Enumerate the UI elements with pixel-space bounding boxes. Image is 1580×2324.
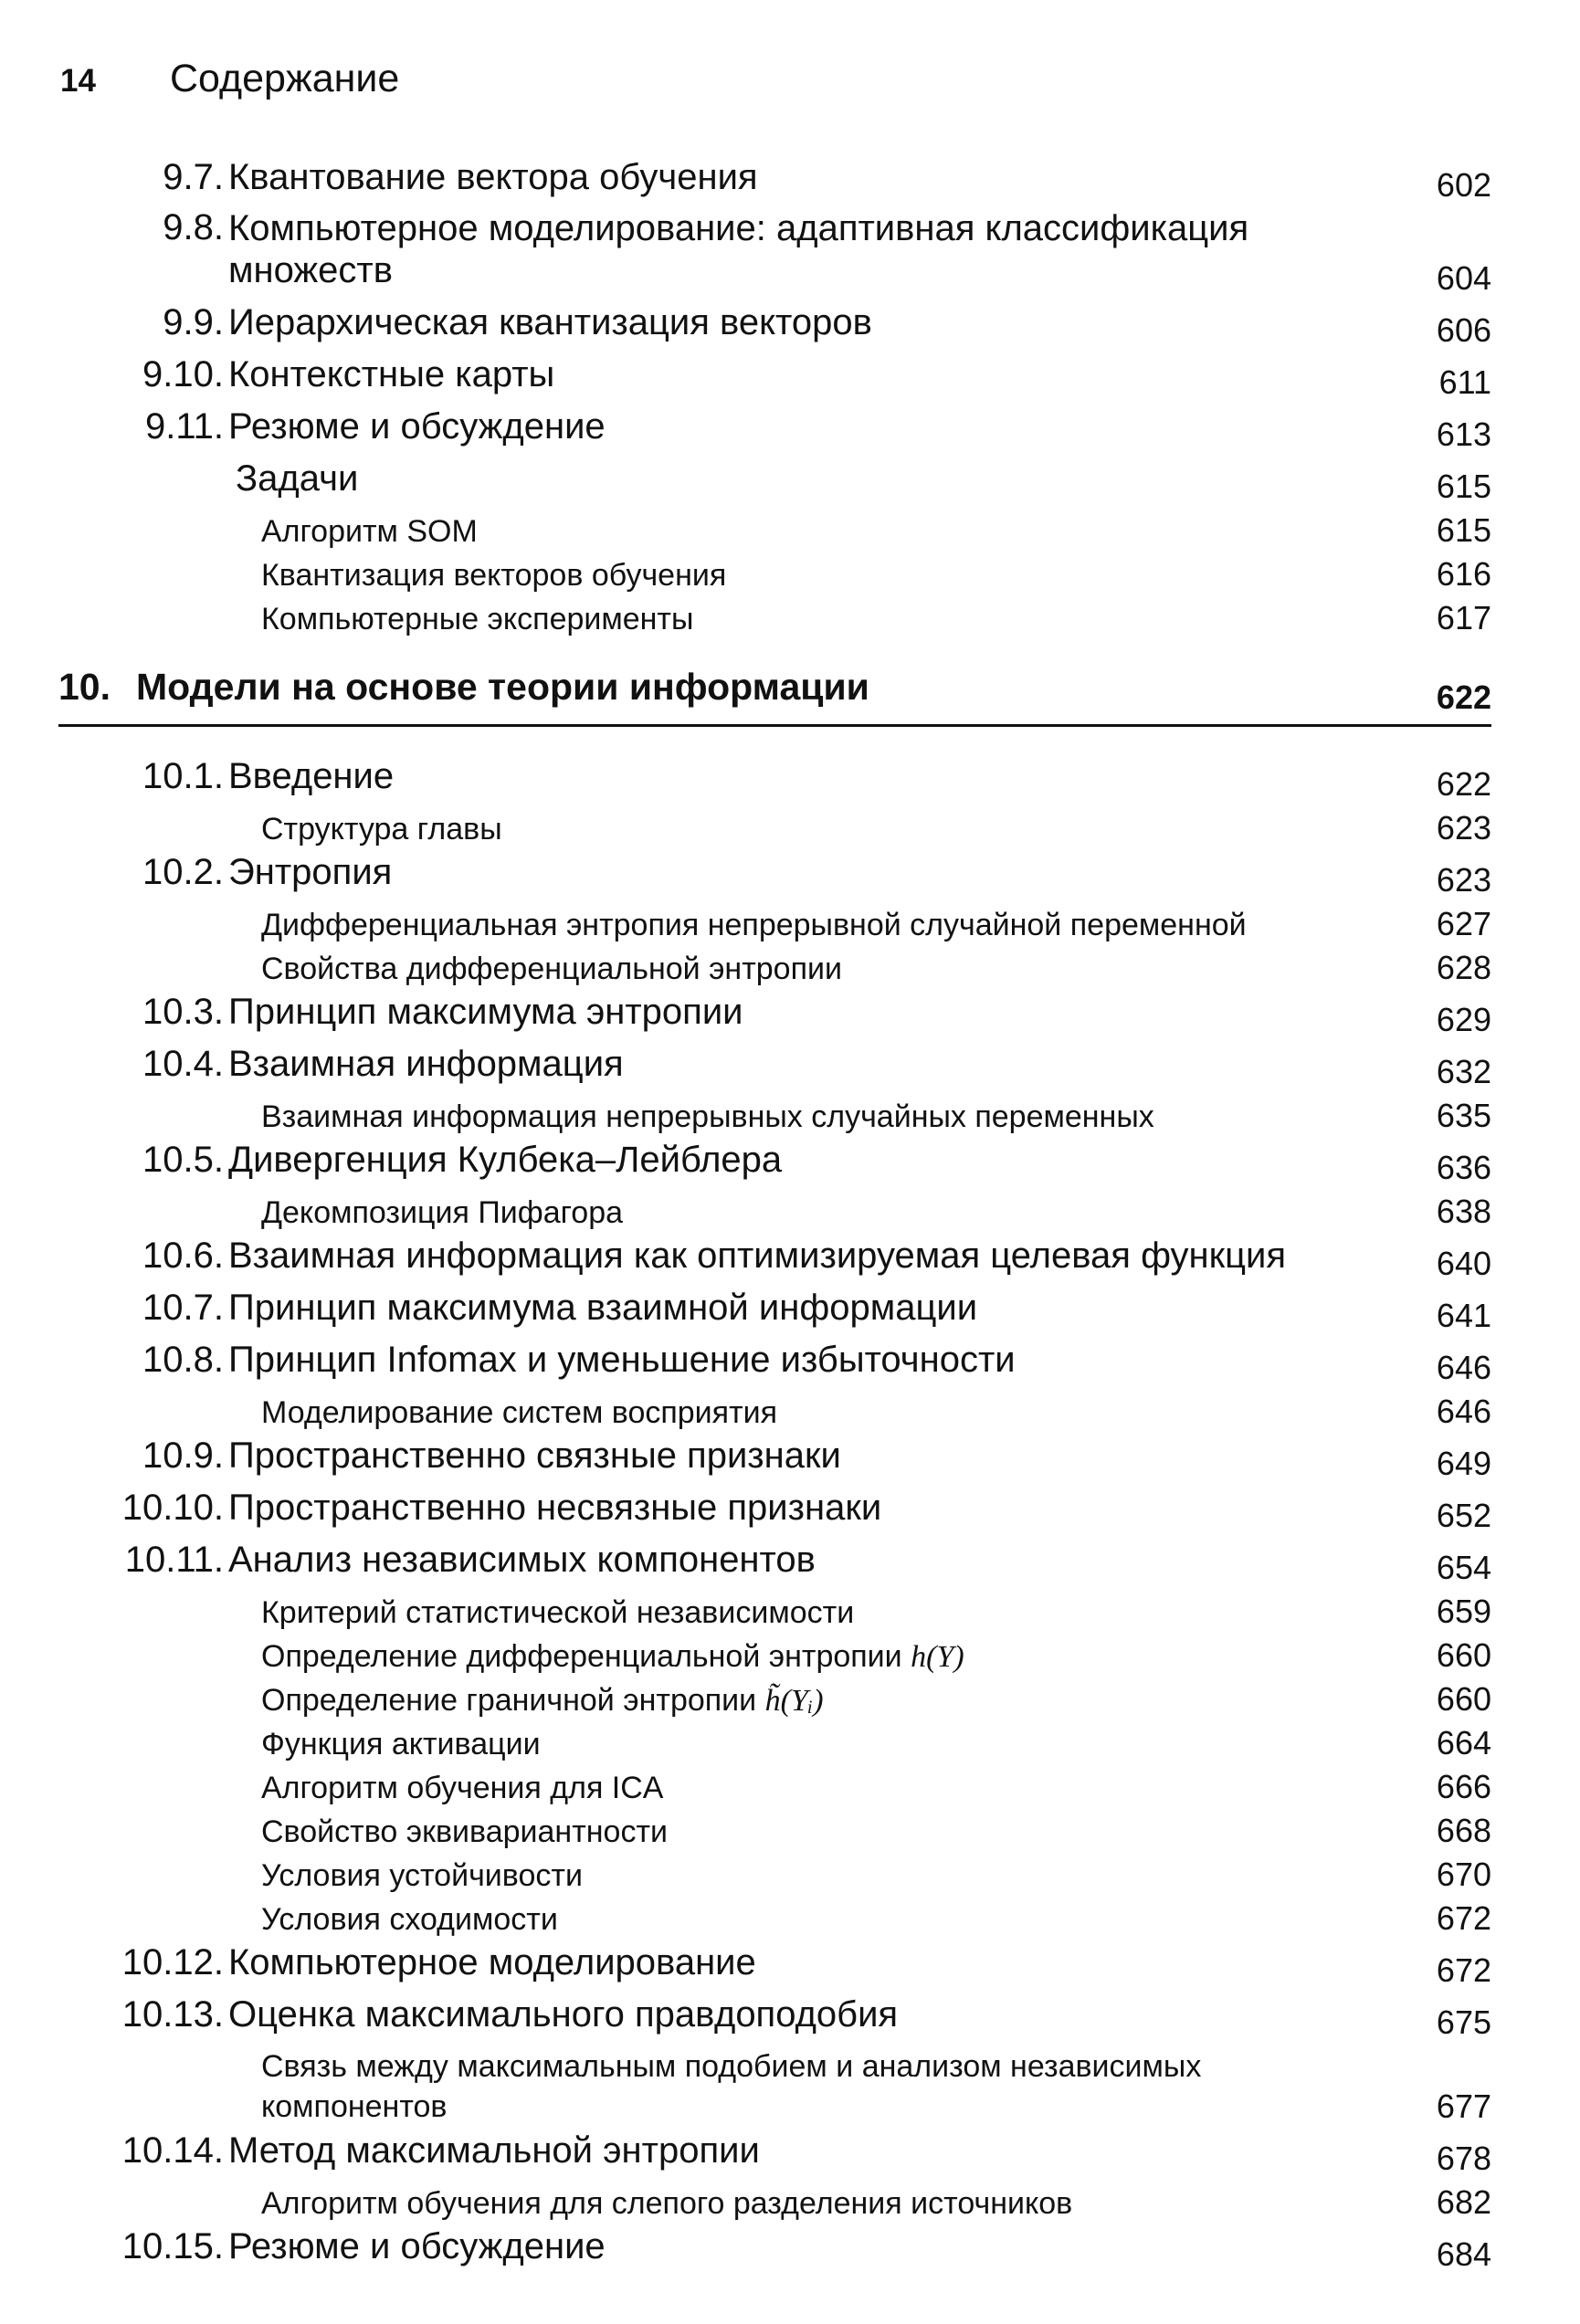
toc-entry-title-text: Введение xyxy=(228,756,395,796)
toc-entry-title xyxy=(261,812,502,847)
toc-entry xyxy=(0,1434,1580,1486)
toc-entry-title xyxy=(261,1195,623,1231)
toc-entry-page: 660 xyxy=(1436,1636,1491,1674)
toc-entry-title-text: Свойство эквивариантности xyxy=(261,1814,669,1849)
toc-entry-title-text: Алгоритм SOM xyxy=(261,514,478,549)
toc-entry-title xyxy=(261,1727,541,1762)
toc-entry-page: 654 xyxy=(1436,1549,1491,1586)
toc-subsection xyxy=(0,1390,1580,1434)
toc-subsection xyxy=(0,1765,1580,1809)
toc-subsection xyxy=(0,1809,1580,1853)
toc-entry-title xyxy=(261,602,693,637)
toc-entry-page: 684 xyxy=(1436,2235,1491,2273)
toc-entry-title xyxy=(228,1044,624,1085)
toc-entry-page: 632 xyxy=(1436,1053,1491,1090)
page-number: 14 xyxy=(60,63,96,99)
toc-entry-page: 602 xyxy=(1436,166,1491,204)
toc-entry-title-text: Задачи xyxy=(236,458,359,499)
toc-entry-title-text: Определение граничной энтропии xyxy=(261,1683,765,1718)
toc-entry-title-text: Оценка максимального правдоподобия xyxy=(228,1994,899,2035)
toc-entry-page: 640 xyxy=(1436,1245,1491,1282)
toc-subsection xyxy=(0,806,1580,850)
toc-entry-title-text: Условия устойчивости xyxy=(261,1858,583,1893)
toc-entry-page: 615 xyxy=(1436,511,1491,549)
toc-entry-title-text: Структура главы xyxy=(261,812,502,847)
toc-subsection xyxy=(0,1190,1580,1234)
toc-entry-title xyxy=(228,756,394,797)
toc-entry-number: 10.3. xyxy=(142,992,224,1032)
toc-entry xyxy=(0,2129,1580,2181)
toc-entry xyxy=(0,1486,1580,1538)
toc-entry-page: 678 xyxy=(1436,2140,1491,2177)
toc-entry-page: 672 xyxy=(1436,1899,1491,1937)
toc-entry-title xyxy=(228,1488,881,1529)
toc-entry-page: 611 xyxy=(1438,363,1491,401)
toc-entry xyxy=(0,352,1580,405)
toc-entry-number: 9.9. xyxy=(163,302,224,342)
toc-entry-number: 10. xyxy=(58,666,111,708)
toc-entry-title xyxy=(261,1395,777,1431)
toc-entry-number: 10.13. xyxy=(121,1994,224,2035)
toc-entry-number: 10.15. xyxy=(121,2226,224,2266)
toc-entry-page: 604 xyxy=(1436,259,1491,297)
toc-entry-title xyxy=(261,1683,824,1719)
toc-entry-number: 10.7. xyxy=(142,1288,224,1328)
toc-entry-title-text: Определение дифференциальной энтропии xyxy=(261,1639,911,1674)
toc-entry xyxy=(0,1138,1580,1190)
toc-entry-title-text: Принцип максимума энтропии xyxy=(228,992,743,1032)
toc-entry-page: 646 xyxy=(1436,1393,1491,1430)
toc-entry-page: 628 xyxy=(1436,949,1491,986)
toc-entry-title-text: Контекстные карты xyxy=(228,354,555,394)
toc-entry xyxy=(0,457,1580,509)
toc-entry-title xyxy=(261,952,842,987)
toc-entry-title xyxy=(228,852,392,893)
toc-subsection xyxy=(0,552,1580,596)
toc-entry-title-text: Квантизация векторов обучения xyxy=(261,558,727,593)
toc-entry-page: 672 xyxy=(1436,1951,1491,1989)
toc-entry-page: 652 xyxy=(1436,1497,1491,1534)
toc-subsection xyxy=(0,596,1580,640)
toc-entry xyxy=(0,990,1580,1042)
toc-entry-number: 10.8. xyxy=(142,1340,224,1380)
toc-subsection xyxy=(0,1634,1580,1677)
toc-entry-title xyxy=(261,514,478,550)
toc-entry-title-text: Связь между максимальным подобием и анализом независимых компонентов xyxy=(261,2049,1202,2124)
toc-entry-number: 10.6. xyxy=(142,1236,224,1276)
toc-entry-title-text: Алгоритм обучения для слепого разделения источников xyxy=(261,2186,1073,2221)
toc-chapter xyxy=(58,657,1491,727)
toc-entry-number: 10.12. xyxy=(121,1942,224,1982)
table-of-contents xyxy=(0,155,1580,2277)
toc-entry-title xyxy=(228,302,872,343)
toc-entry xyxy=(0,1338,1580,1390)
toc-entry-page: 629 xyxy=(1436,1001,1491,1038)
toc-entry-page: 668 xyxy=(1436,1812,1491,1849)
toc-entry-page: 675 xyxy=(1436,2003,1491,2041)
toc-entry-page: 636 xyxy=(1436,1149,1491,1186)
toc-entry-page: 664 xyxy=(1436,1724,1491,1761)
toc-entry-title-text: Принцип максимума взаимной информации xyxy=(228,1288,978,1328)
toc-entry-title xyxy=(228,992,743,1033)
toc-entry-page: 659 xyxy=(1436,1593,1491,1630)
toc-entry-page: 617 xyxy=(1436,599,1491,636)
toc-entry-title xyxy=(261,558,726,594)
toc-entry-page: 623 xyxy=(1436,809,1491,847)
toc-entry-page: 623 xyxy=(1436,861,1491,899)
toc-entry-number: 10.11. xyxy=(124,1540,224,1580)
toc-entry xyxy=(0,1286,1580,1338)
toc-entry-title xyxy=(228,1942,756,1983)
toc-entry xyxy=(0,300,1580,352)
toc-entry-title xyxy=(228,1288,977,1329)
toc-subsection xyxy=(0,2181,1580,2224)
toc-entry-title-text: Принцип Infomax и уменьшение избыточности xyxy=(228,1340,1016,1380)
toc-entry xyxy=(0,405,1580,457)
toc-subsection xyxy=(0,946,1580,990)
toc-entry-page: 627 xyxy=(1436,905,1491,942)
toc-entry-title-text: Компьютерное моделирование xyxy=(228,1942,756,1982)
toc-entry-title-text: Резюме и обсуждение xyxy=(228,2226,606,2266)
toc-entry-page: 622 xyxy=(1436,678,1491,716)
toc-entry xyxy=(0,754,1580,806)
toc-entry-number: 9.7. xyxy=(163,157,224,197)
toc-entry xyxy=(0,1042,1580,1094)
toc-entry-title-text: Метод максимальной энтропии xyxy=(228,2130,760,2171)
toc-entry-math: h(Y) xyxy=(911,1640,964,1674)
toc-entry xyxy=(0,155,1580,207)
toc-entry-title-text: Алгоритм обучения для ICA xyxy=(261,1771,664,1805)
toc-entry-page: 649 xyxy=(1436,1445,1491,1482)
toc-entry-title xyxy=(228,1540,816,1581)
toc-entry-title xyxy=(228,2130,760,2172)
toc-entry-title-text: Взаимная информация как оптимизируемая целевая функция xyxy=(228,1236,1287,1276)
toc-entry-title-text: Анализ независимых компонентов xyxy=(228,1540,816,1580)
toc-entry-number: 10.9. xyxy=(142,1435,224,1476)
toc-entry-number: 10.14. xyxy=(121,2130,224,2171)
toc-entry-number: 10.4. xyxy=(142,1044,224,1084)
toc-entry-title xyxy=(228,2226,606,2267)
toc-subsection xyxy=(0,1094,1580,1138)
toc-entry-number: 10.1. xyxy=(142,756,224,796)
toc-entry xyxy=(0,850,1580,902)
toc-entry-page: 641 xyxy=(1436,1297,1491,1334)
toc-entry-title xyxy=(236,458,358,500)
running-title: Содержание xyxy=(170,57,400,100)
toc-entry-title xyxy=(261,2186,1072,2222)
toc-entry-title-text: Дивергенция Кулбека–Лейблера xyxy=(228,1140,783,1180)
toc-entry-number: 9.10. xyxy=(142,354,224,394)
toc-entry xyxy=(0,1538,1580,1590)
toc-entry-title xyxy=(228,1140,782,1181)
toc-entry-page: 646 xyxy=(1436,1349,1491,1386)
toc-entry-title xyxy=(261,2046,1357,2127)
toc-entry-title xyxy=(261,1814,668,1850)
toc-entry-page: 677 xyxy=(1436,2087,1491,2125)
toc-subsection xyxy=(0,1721,1580,1765)
toc-entry-title-text: Дифференциальная энтропия непрерывной случайной переменной xyxy=(261,908,1247,942)
toc-entry-title-text: Условия сходимости xyxy=(261,1902,558,1937)
toc-entry-title-text: Модели на основе теории информации xyxy=(136,666,869,708)
toc-entry-title-text: Взаимная информация xyxy=(228,1044,624,1084)
toc-entry-page: 606 xyxy=(1436,311,1491,349)
toc-entry-title xyxy=(261,1858,583,1894)
toc-entry-number: 9.8. xyxy=(163,207,224,247)
toc-entry-title-text: Квантование вектора обучения xyxy=(228,157,758,197)
toc-entry xyxy=(0,1234,1580,1286)
toc-entry xyxy=(0,2224,1580,2277)
toc-entry-title xyxy=(261,1902,558,1938)
toc-entry-title xyxy=(228,157,758,198)
toc-entry-title-text: Моделирование систем восприятия xyxy=(261,1395,778,1430)
toc-entry-title-text: Иерархическая квантизация векторов xyxy=(228,302,872,342)
toc-entry-title-text: Энтропия xyxy=(228,852,393,892)
toc-entry-title xyxy=(228,207,1379,291)
toc-entry-title xyxy=(261,1595,854,1631)
toc-entry-page: 682 xyxy=(1436,2183,1491,2221)
toc-entry-title xyxy=(228,1340,1016,1381)
toc-entry-title xyxy=(228,354,554,395)
toc-entry-title xyxy=(261,1639,964,1675)
toc-entry-title xyxy=(228,406,606,447)
toc-entry-title-text: Компьютерное моделирование: адаптивная классификация множеств xyxy=(228,208,1249,290)
toc-entry-title xyxy=(261,1771,663,1806)
toc-entry-page: 670 xyxy=(1436,1856,1491,1893)
toc-subsection xyxy=(0,1897,1580,1940)
toc-entry-title xyxy=(261,1099,1154,1135)
toc-subsection xyxy=(0,1677,1580,1721)
toc-subsection xyxy=(0,509,1580,552)
toc-entry-title-text: Функция активации xyxy=(261,1727,541,1761)
toc-entry xyxy=(0,207,1580,300)
toc-entry-page: 638 xyxy=(1436,1193,1491,1230)
toc-entry-page: 613 xyxy=(1436,415,1491,453)
toc-subsection xyxy=(0,2045,1580,2129)
toc-entry-title-text: Пространственно несвязные признаки xyxy=(228,1488,882,1528)
toc-entry-page: 660 xyxy=(1436,1680,1491,1718)
toc-entry-title-text: Критерий статистической независимости xyxy=(261,1595,855,1630)
toc-entry-page: 666 xyxy=(1436,1768,1491,1805)
toc-entry-title-text: Взаимная информация непрерывных случайных переменных xyxy=(261,1099,1154,1134)
toc-entry-title xyxy=(228,1236,1286,1277)
running-head xyxy=(60,57,399,102)
toc-entry-title-text: Декомпозиция Пифагора xyxy=(261,1195,624,1230)
toc-entry-page: 616 xyxy=(1436,555,1491,593)
toc-entry-title xyxy=(228,1994,898,2035)
toc-entry xyxy=(0,1940,1580,1993)
toc-entry-number: 10.5. xyxy=(142,1140,224,1180)
toc-entry-math: h̃(Yᵢ) xyxy=(764,1684,824,1718)
toc-subsection xyxy=(0,1853,1580,1897)
toc-entry-number: 10.2. xyxy=(142,852,224,892)
toc-entry-title-text: Резюме и обсуждение xyxy=(228,406,606,447)
toc-entry-number: 9.11. xyxy=(145,406,224,447)
toc-entry-title-text: Пространственно связные признаки xyxy=(228,1435,841,1476)
toc-entry-title xyxy=(228,1435,841,1477)
toc-entry-page: 622 xyxy=(1436,765,1491,803)
toc-entry-page: 635 xyxy=(1436,1097,1491,1134)
toc-entry-page: 615 xyxy=(1436,468,1491,505)
toc-subsection xyxy=(0,902,1580,946)
toc-subsection xyxy=(0,1590,1580,1634)
toc-entry-title-text: Свойства дифференциальной энтропии xyxy=(261,952,842,986)
toc-entry-title xyxy=(136,666,869,709)
toc-entry xyxy=(0,1993,1580,2045)
toc-entry-number: 10.10. xyxy=(121,1488,224,1528)
toc-entry-title xyxy=(261,908,1247,943)
toc-entry-title-text: Компьютерные эксперименты xyxy=(261,602,694,636)
